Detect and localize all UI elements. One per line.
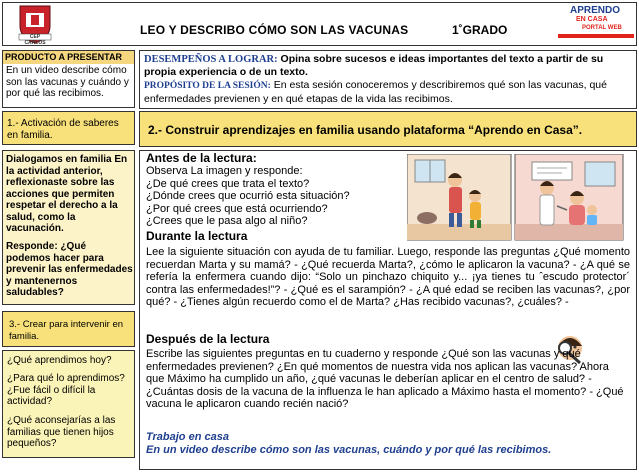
reflexion-q2: ¿Para qué lo aprendimos? ¿Fue fácil o difícil la actividad? xyxy=(7,373,125,407)
proposito-content: En esta sesión conoceremos y describiremos qué son las vacunas, qué enfermedades previenen y en qué etapas de la vida las recibimos. xyxy=(144,79,607,105)
antes-line-1: Observa La imagen y responde: xyxy=(146,165,303,177)
crear-title: 3.- Crear para intervenir en familia. xyxy=(9,319,124,342)
antes-line-5: ¿Crees que le pasa algo al niño? xyxy=(146,215,308,228)
producto-text: En un video describe cómo son las vacunas y cuándo y por qué las recibimos. xyxy=(6,65,129,99)
proposito-label: PROPÓSITO DE LA SESIÓN: xyxy=(144,81,271,91)
antes-heading: Antes de la lectura: xyxy=(146,151,257,165)
antes-line-4: ¿Por qué crees que está ocurriendo? xyxy=(146,202,328,215)
story-illustration xyxy=(407,154,625,242)
despues-text: Escribe las siguientes preguntas en tu cuaderno y responde ¿Qué son las vacunas y qué enfermedades previenen? ¿En qué momentos de nuestra vida nos aplican las vacunas? Ahora que Máximo ha cumplido un año, ¿qué vacunas le deberían aplicar en el centro de salud? - ¿Cuántas dosis de la vacuna de la influenza le han aplicado a Máximo hasta el momento? - ¿Qué vacuna le aplicaron cuando recién nació? xyxy=(146,348,624,411)
desempenos-box xyxy=(139,50,637,109)
school-logo xyxy=(16,4,54,44)
aprendo-logo xyxy=(556,5,636,43)
construir-title: 2.- Construir aprendizajes en familia usando plataforma “Aprendo en Casa”. xyxy=(148,123,583,137)
antes-line-2: ¿De qué crees que trata el texto? xyxy=(146,177,310,190)
trabajo-label: Trabajo en casa xyxy=(146,431,229,443)
desempenos-label: DESEMPEÑOS A LOGRAR: xyxy=(144,54,278,65)
logo-top-text: APRENDO xyxy=(570,5,621,16)
activacion-box xyxy=(2,111,135,145)
page-title: LEO Y DESCRIBO CÓMO SON LAS VACUNAS xyxy=(140,23,409,37)
desempenos-content: Opina sobre sucesos e ideas importantes del texto a partir de su propia experiencia o de un texto. xyxy=(144,53,604,78)
dialogamos-box xyxy=(2,150,135,305)
logo-caption: CEP CARLOS xyxy=(24,34,46,46)
despues-heading: Después de la lectura xyxy=(146,332,270,346)
grade-label: 1˚GRADO xyxy=(452,23,508,37)
desempenos-text xyxy=(144,53,632,78)
durante-heading: Durante la lectura xyxy=(146,229,248,243)
dialogamos-question: Responde: ¿Qué podemos hacer para prevenir las enfermedades y mantenernos saludables? xyxy=(6,241,133,298)
reflexion-q1: ¿Qué aprendimos hoy? xyxy=(7,355,112,366)
logo-bottom-text: PORTAL WEB xyxy=(582,25,622,31)
proposito-text xyxy=(144,79,632,105)
dialogamos-text: Dialogamos en familia En la actividad anterior, reflexionaste sobre las acciones que permiten respetar el derecho a la salud, como la vacunación. xyxy=(6,154,128,234)
reflexion-q3: ¿Qué aconsejarías a las familias que tienen hijos pequeños? xyxy=(7,415,116,449)
construir-box xyxy=(139,111,637,147)
reflexion-box xyxy=(2,350,135,458)
antes-line-3: ¿Dónde crees que ocurrió esta situación? xyxy=(146,190,350,203)
crear-box xyxy=(2,311,135,347)
durante-text: Lee la siguiente situación con ayuda de tu familiar. Luego, responde las preguntas ¿Qué momento recuerdan Marta y su mamá? - ¿Qué recuerda Marta?, ¿cómo le aplicaron la vacuna? - ¿A qué se refería la enfermera cuando dijo: “Solo un pinchazo chiquito y... ¡ya tienes tu ˆescudo protector´ contra las enfermedades!”? - ¿Qué es el sarampión? - ¿A qué edad se reciben las vacunas?, ¿por qué? - ¿Tienes algún recuerdo como el de Marta? ¿Has recibido vacunas?, ¿cuáles? - xyxy=(146,246,630,309)
producto-box xyxy=(2,50,135,108)
logo-mid-text: EN CASA xyxy=(576,16,608,23)
comic-illustration xyxy=(407,154,625,242)
activacion-title: 1.- Activación de saberes en familia. xyxy=(7,118,119,141)
producto-title: PRODUCTO A PRESENTAR xyxy=(3,51,134,64)
logo-stripe xyxy=(558,34,634,38)
trabajo-text: En un video describe cómo son las vacunas, cuándo y por qué las recibimos. xyxy=(146,444,552,456)
antes-section xyxy=(146,152,396,228)
